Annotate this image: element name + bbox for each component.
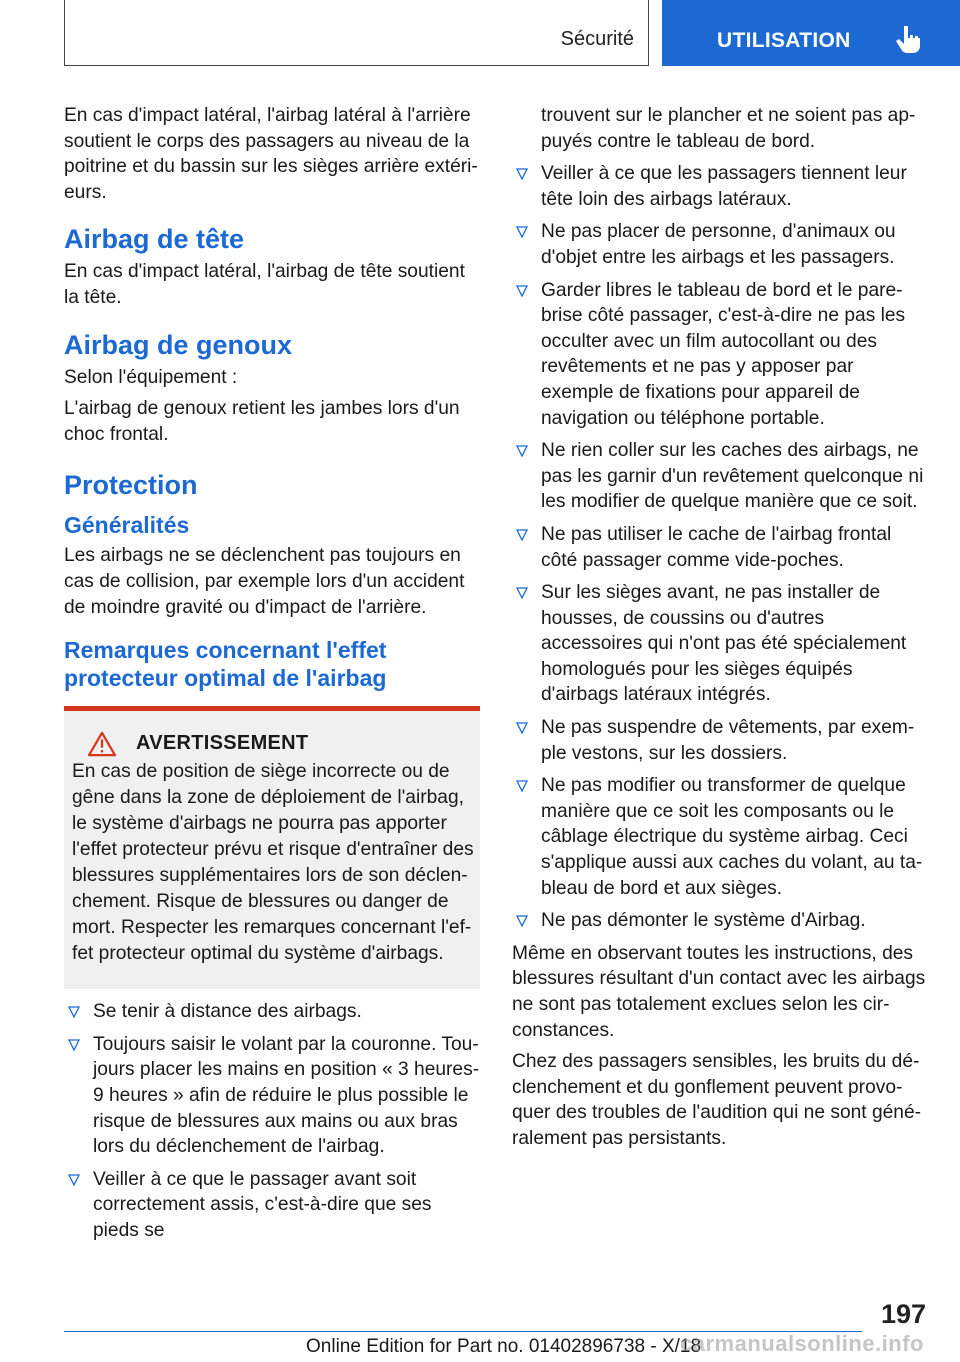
- list-item-text: Veiller à ce que le passager avant soit correctement assis, c'est-à-dire que ses pieds se: [93, 1168, 432, 1241]
- list-item: [512, 580, 926, 708]
- page-number: 197: [880, 1299, 926, 1329]
- heading-general: Généralités: [64, 512, 190, 539]
- intro-paragraph: En cas d'impact latéral, l'airbag latéral à l'arrière soutient le corps des passagers au niveau de la poitrine et du bassin sur les sièges arrière extérieurs.: [64, 105, 478, 203]
- triangle-bullet-icon: [516, 780, 528, 792]
- heading-knee-airbag: Airbag de genoux: [64, 329, 293, 360]
- list-item-text: Garder libres le tableau de bord et le pare-brise côté passager, c'est-à-dire ne pas les occulter avec un film autocollant ou des revêtements et ne pas y apposer par exemple de fixations pour appareil de navigation ou téléphone portable.: [541, 279, 906, 429]
- general-text: Les airbags ne se déclenchent pas toujours en cas de collision, par exemple lors d'un accident de moindre gravité ou d'impact de l'arrière.: [64, 545, 465, 618]
- knee-airbag-text: L'airbag de genoux retient les jambes lors d'un choc frontal.: [64, 398, 460, 445]
- list-item-text: Se tenir à distance des airbags.: [93, 1001, 362, 1023]
- list-item: [64, 1032, 480, 1160]
- triangle-bullet-icon: [68, 1006, 80, 1018]
- list-item-text: Sur les sièges avant, ne pas installer de housses, de coussins ou d'autres accessoires qui n'ont pas été spécialement homologués pour les sièges équipés d'airbags latéraux intégrés.: [541, 582, 907, 706]
- list-item: [512, 715, 926, 766]
- left-column: [64, 103, 480, 1250]
- list-item: [512, 522, 926, 573]
- header-section-box: [64, 0, 649, 66]
- list-item-text: Ne pas suspendre de vêtements, par exemple vestons, sur les dossiers.: [541, 717, 915, 764]
- left-bullet-list: [64, 999, 480, 1243]
- continued-list-text: trouvent sur le plancher et ne soient pas appuyés contre le tableau de bord.: [541, 105, 916, 152]
- head-airbag-text: En cas d'impact latéral, l'airbag de tête soutient la tête.: [64, 261, 465, 308]
- list-item: [512, 161, 926, 212]
- list-item: [512, 438, 926, 515]
- knee-airbag-equipment: Selon l'équipement :: [64, 366, 238, 388]
- closing-paragraph-2: Chez des passagers sensibles, les bruits du déclenchement et du gonflement peuvent provoquer des troubles de l'audition qui ne sont généralement pas persistants.: [512, 1051, 922, 1149]
- list-item-text: Ne pas placer de personne, d'animaux ou d'objet entre les airbags et les passagers.: [541, 221, 896, 268]
- triangle-bullet-icon: [68, 1174, 80, 1186]
- watermark: carmanualsonline.info: [680, 1331, 924, 1356]
- warning-text: En cas de position de siège incorrecte ou de gêne dans la zone de déploiement de l'airbag, le système d'airbags ne pourra pas apporter l'effet protecteur prévu et risque d'entraîner des blessures supplémentaires lors de son déclenchement. Risque de blessures ou danger de mort. Respecter les remarques concernant l'effet protecteur optimal du système d'airbags.: [72, 761, 474, 965]
- right-column: [512, 103, 926, 1158]
- triangle-bullet-icon: [516, 285, 528, 297]
- chapter-tab[interactable]: [662, 0, 960, 66]
- right-bullet-list: [512, 161, 926, 934]
- list-item-text: Ne pas modifier ou transformer de quelque manière que ce soit les composants ou le câblage électrique du système airbag. Ceci s'applique aussi aux caches du volant, au tableau de bord et aux sièges.: [541, 775, 923, 899]
- list-item: [64, 999, 480, 1025]
- heading-remarks: Remarques concernant l'effet protecteur optimal de l'airbag: [64, 637, 387, 692]
- triangle-bullet-icon: [516, 445, 528, 457]
- triangle-bullet-icon: [516, 226, 528, 238]
- chapter-tab-label: UTILISATION: [717, 29, 851, 52]
- closing-paragraph-1: Même en observant toutes les instructions, des blessures résultant d'un contact avec les airbags ne sont pas totalement exclues selon les circonstances.: [512, 942, 926, 1041]
- triangle-bullet-icon: [516, 915, 528, 927]
- triangle-bullet-icon: [68, 1039, 80, 1051]
- warning-title: AVERTISSEMENT: [136, 732, 309, 755]
- warning-triangle-icon: [86, 731, 118, 757]
- list-item: [64, 1167, 480, 1244]
- heading-protection: Protection: [64, 470, 198, 501]
- list-item: [512, 908, 926, 934]
- triangle-bullet-icon: [516, 722, 528, 734]
- triangle-bullet-icon: [516, 529, 528, 541]
- triangle-bullet-icon: [516, 168, 528, 180]
- edition-footer: Online Edition for Part no. 01402896738 - X/18: [306, 1336, 702, 1357]
- heading-head-airbag: Airbag de tête: [64, 224, 245, 255]
- hand-pointer-icon: [895, 24, 923, 54]
- list-item: [512, 278, 926, 432]
- warning-header: [72, 731, 474, 757]
- list-item-text: Veiller à ce que les passagers tiennent leur tête loin des airbags latéraux.: [541, 163, 907, 210]
- section-title: Sécurité: [560, 28, 634, 50]
- list-item-text: Toujours saisir le volant par la couronne. Toujours placer les mains en position « 3 heures-9 heures » afin de réduire le plus possible le risque de blessures aux mains ou aux bras lors du déclenchement de l'airbag.: [93, 1033, 480, 1158]
- list-item-text: Ne rien coller sur les caches des airbags, ne pas les garnir d'un revêtement quelconque ni les modifier de quelque manière que ce soit.: [541, 440, 924, 513]
- list-item-text: Ne pas utiliser le cache de l'airbag frontal côté passager comme vide-poches.: [541, 523, 892, 571]
- warning-box: [64, 706, 480, 989]
- list-item: [512, 219, 926, 270]
- list-item-text: Ne pas démonter le système d'Airbag.: [541, 910, 866, 932]
- triangle-bullet-icon: [516, 587, 528, 599]
- list-item: [512, 773, 926, 901]
